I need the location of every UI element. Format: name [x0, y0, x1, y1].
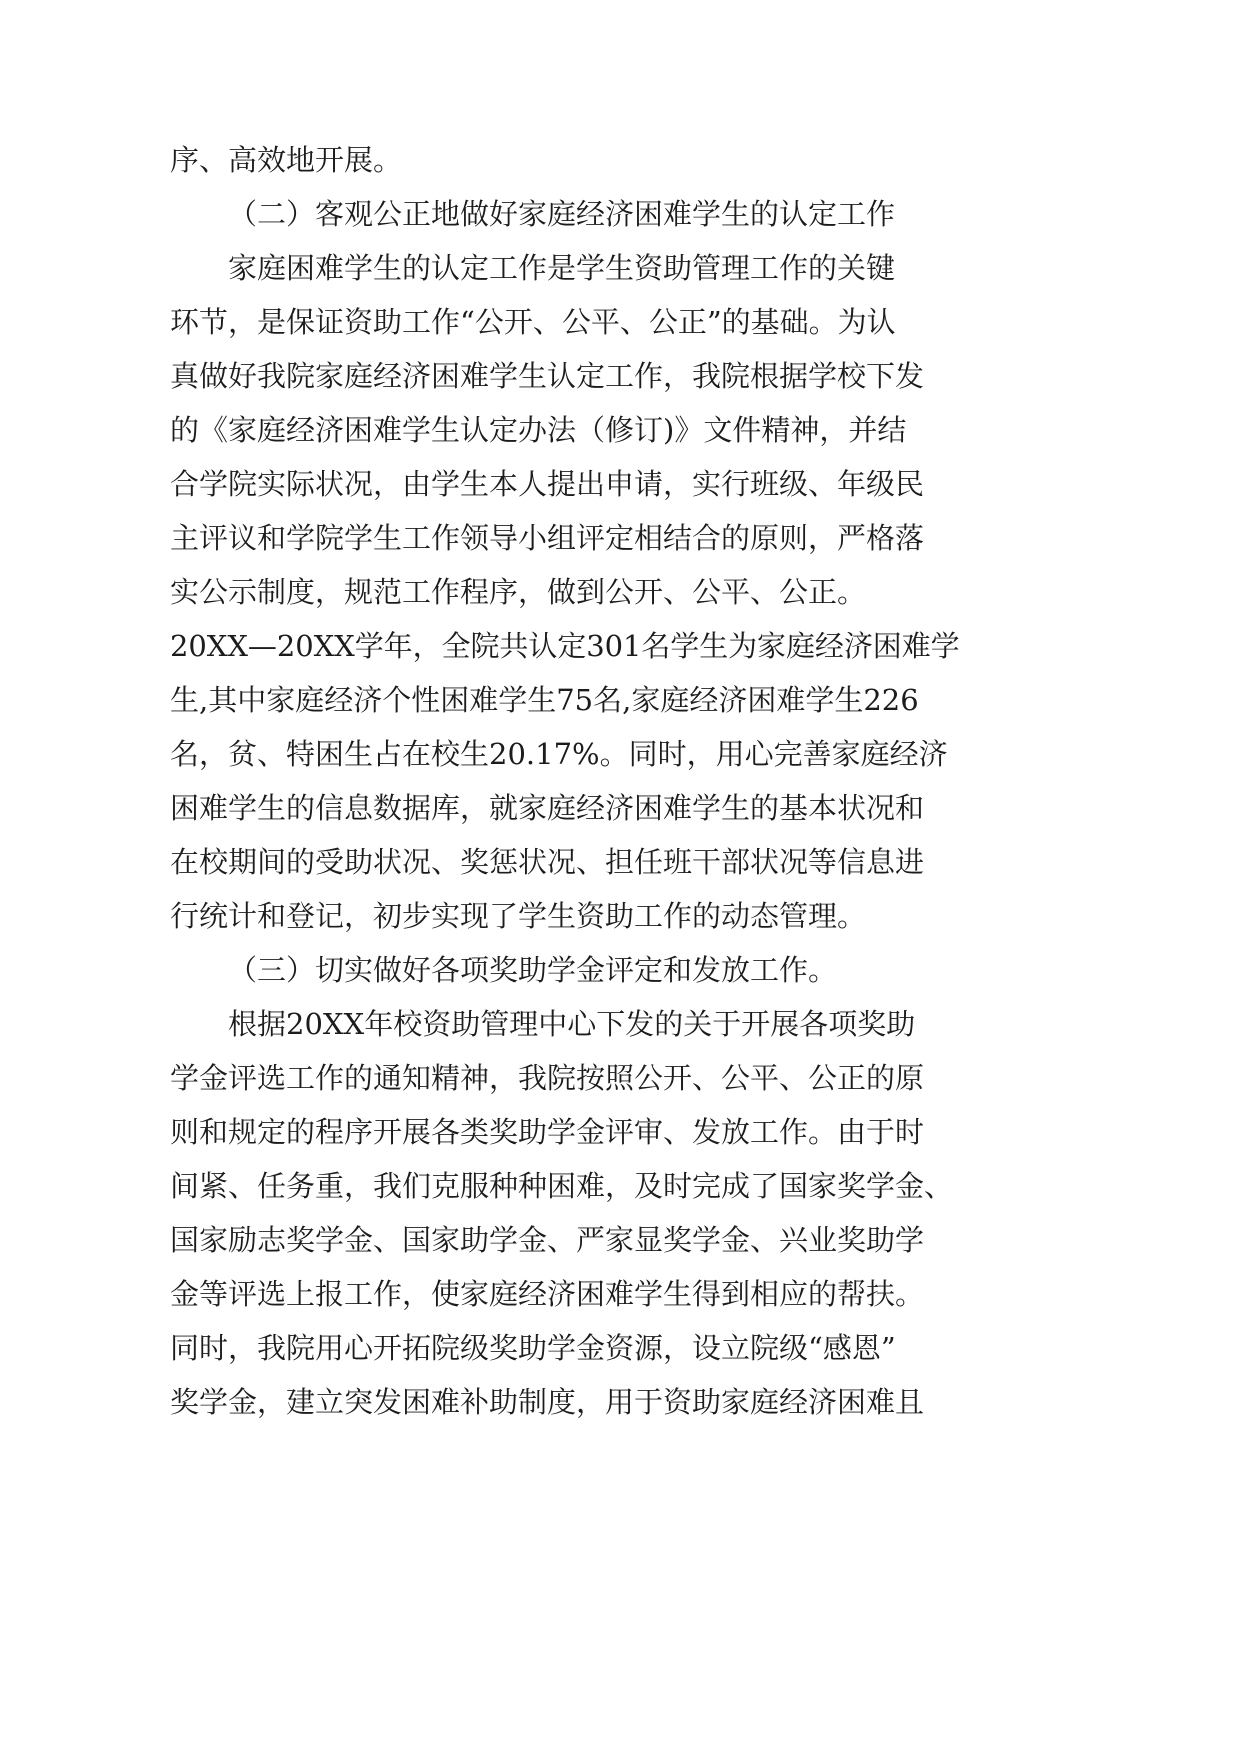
body-text-line: 在校期间的受助状况、奖惩状况、担任班干部状况等信息进	[170, 845, 925, 879]
body-text-line: 合学院实际状况，由学生本人提出申请，实行班级、年级民	[170, 467, 925, 501]
section-heading: （二）客观公正地做好家庭经济困难学生的认定工作	[228, 197, 896, 231]
section-heading: （三）切实做好各项奖助学金评定和发放工作。	[228, 953, 838, 987]
body-text-line: 困难学生的信息数据库，就家庭经济困难学生的基本状况和	[170, 791, 925, 825]
body-text-line: 则和规定的程序开展各类奖助学金评审、发放工作。由于时	[170, 1115, 925, 1149]
body-text-line: 名，贫、特困生占在校生20.17%。同时，用心完善家庭经济	[170, 737, 948, 771]
body-text-line: 实公示制度，规范工作程序，做到公开、公平、公正。	[170, 575, 867, 609]
body-text-line: 序、高效地开展。	[170, 143, 403, 177]
body-text-line: 同时，我院用心开拓院级奖助学金资源，设立院级“感恩”	[170, 1331, 896, 1365]
body-text-line: 国家励志奖学金、国家助学金、严家显奖学金、兴业奖助学	[170, 1223, 925, 1257]
body-text-line: 主评议和学院学生工作领导小组评定相结合的原则，严格落	[170, 521, 925, 555]
body-text-line: 环节，是保证资助工作“公开、公平、公正”的基础。为认	[170, 305, 896, 339]
body-text-line: 行统计和登记，初步实现了学生资助工作的动态管理。	[170, 899, 867, 933]
body-text-line: 真做好我院家庭经济困难学生认定工作，我院根据学校下发	[170, 359, 925, 393]
body-text-line: 金等评选上报工作，使家庭经济困难学生得到相应的帮扶。	[170, 1277, 925, 1311]
paragraph-first-line: 根据20XX年校资助管理中心下发的关于开展各项奖助	[228, 1007, 916, 1041]
body-text-line: 间紧、任务重，我们克服种种困难，及时完成了国家奖学金、	[170, 1169, 954, 1203]
paragraph-first-line: 家庭困难学生的认定工作是学生资助管理工作的关键	[228, 251, 896, 285]
body-text-line: 奖学金，建立突发困难补助制度，用于资助家庭经济困难且	[170, 1385, 925, 1419]
body-text-line: 学金评选工作的通知精神，我院按照公开、公平、公正的原	[170, 1061, 925, 1095]
body-text-line: 20XX—20XX学年，全院共认定301名学生为家庭经济困难学	[170, 629, 960, 663]
body-text-line: 的《家庭经济困难学生认定办法（修订)》文件精神，并结	[170, 413, 907, 447]
body-text-line: 生,其中家庭经济个性困难学生75名,家庭经济困难学生226	[170, 683, 919, 717]
